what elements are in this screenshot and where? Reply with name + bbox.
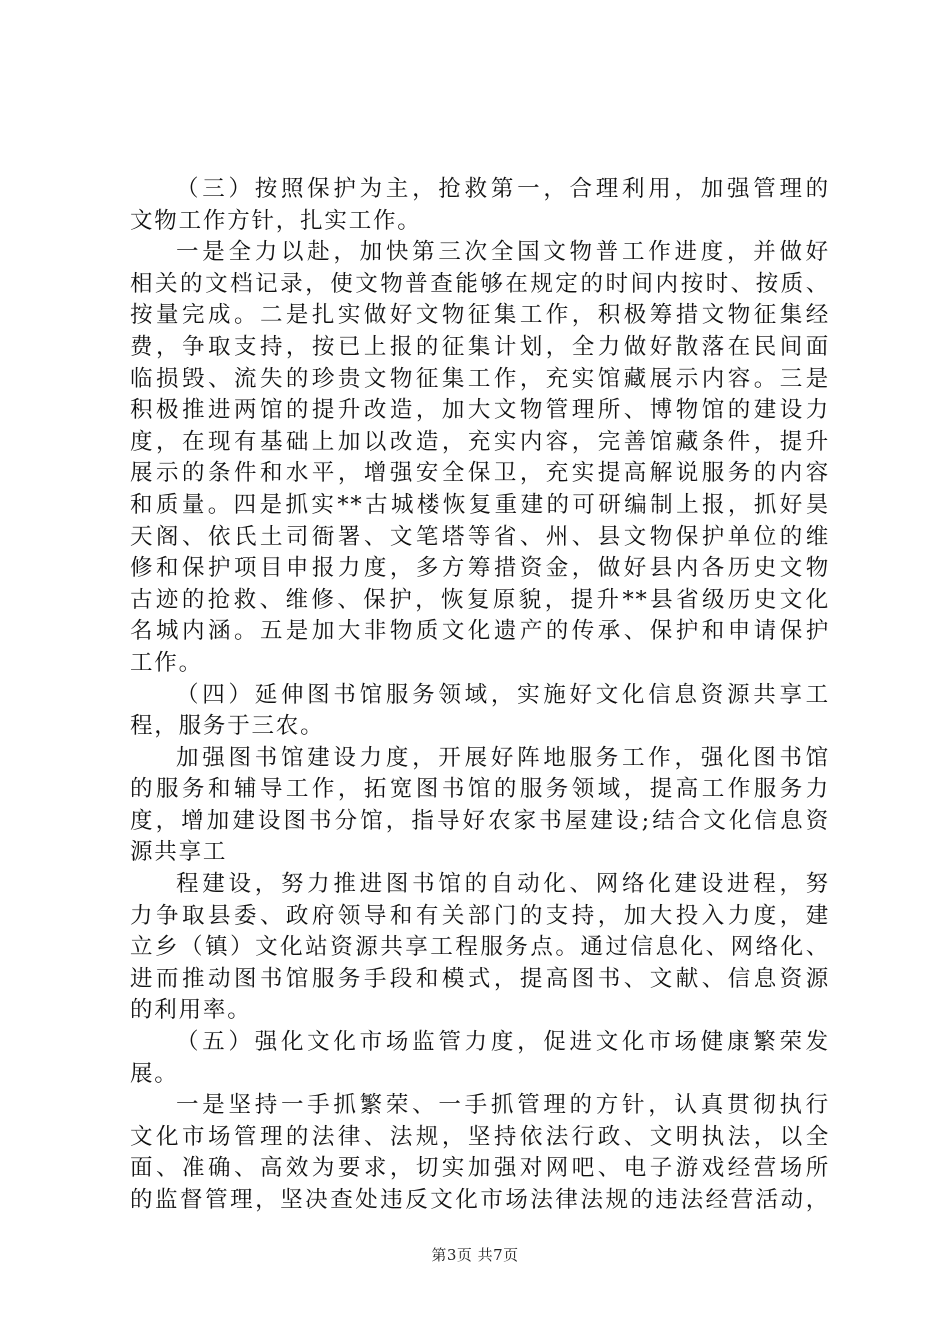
text-line: 天阁、依氏土司衙署、文笔塔等省、州、县文物保护单位的维 [130, 523, 830, 550]
text-line: 展示的条件和水平，增强安全保卫，充实提高解说服务的内容 [130, 460, 830, 487]
text-line: （五）强化文化市场监管力度，促进文化市场健康繁荣发 [176, 1029, 830, 1056]
text-line: 费，争取支持，按已上报的征集计划，全力做好散落在民间面 [130, 333, 830, 360]
text-line: 古迹的抢救、维修、保护，恢复原貌，提升**县省级历史文化 [130, 586, 830, 613]
text-line: 面、准确、高效为要求，切实加强对网吧、电子游戏经营场所 [130, 1155, 830, 1182]
text-line: 一是坚持一手抓繁荣、一手抓管理的方针，认真贯彻执行 [176, 1092, 830, 1119]
document-body [130, 174, 830, 1217]
text-line: 相关的文档记录，使文物普查能够在规定的时间内按时、按质、 [130, 270, 830, 297]
text-line: 程建设，努力推进图书馆的自动化、网络化建设进程，努 [176, 871, 830, 898]
text-line: 工作。 [130, 649, 203, 676]
text-line: 按量完成。二是扎实做好文物征集工作，积极筹措文物征集经 [130, 302, 830, 329]
text-line: （三）按照保护为主，抢救第一，合理利用，加强管理的 [176, 176, 830, 202]
text-line: 立乡（镇）文化站资源共享工程服务点。通过信息化、网络化、 [130, 934, 830, 961]
text-line: 的利用率。 [130, 997, 252, 1024]
text-line: 加强图书馆建设力度，开展好阵地服务工作，强化图书馆 [176, 744, 830, 771]
text-line: 文物工作方针，扎实工作。 [130, 207, 422, 234]
text-line: （四）延伸图书馆服务领域，实施好文化信息资源共享工 [176, 681, 830, 708]
text-line: 进而推动图书馆服务手段和模式，提高图书、文献、信息资源 [130, 965, 830, 992]
text-line: 的服务和辅导工作，拓宽图书馆的服务领域，提高工作服务力 [130, 776, 830, 803]
text-line: 一是全力以赴，加快第三次全国文物普工作进度，并做好 [176, 239, 830, 266]
text-line: 度，增加建设图书分馆，指导好农家书屋建设;结合文化信息资 [130, 807, 830, 834]
text-line: 积极推进两馆的提升改造，加大文物管理所、博物馆的建设力 [130, 397, 830, 424]
text-line: 程，服务于三农。 [130, 713, 325, 740]
text-line: 修和保护项目申报力度，多方筹措资金，做好县内各历史文物 [130, 555, 830, 582]
text-line: 文化市场管理的法律、法规，坚持依法行政、文明执法，以全 [130, 1123, 830, 1150]
text-line: 的监督管理，坚决查处违反文化市场法律法规的违法经营活动， [130, 1187, 830, 1213]
text-line: 和质量。四是抓实**古城楼恢复重建的可研编制上报，抓好昊 [130, 491, 830, 518]
text-line: 源共享工 [130, 839, 228, 866]
text-line: 名城内涵。五是加大非物质文化遗产的传承、保护和申请保护 [130, 618, 830, 645]
text-line: 度，在现有基础上加以改造，充实内容，完善馆藏条件，提升 [130, 428, 830, 455]
text-line: 临损毁、流失的珍贵文物征集工作，充实馆藏展示内容。三是 [130, 365, 830, 392]
text-line: 展。 [130, 1060, 179, 1087]
page-footer: 第3页 共7页 [431, 1246, 519, 1264]
text-line: 力争取县委、政府领导和有关部门的支持，加大投入力度，建 [130, 902, 830, 929]
